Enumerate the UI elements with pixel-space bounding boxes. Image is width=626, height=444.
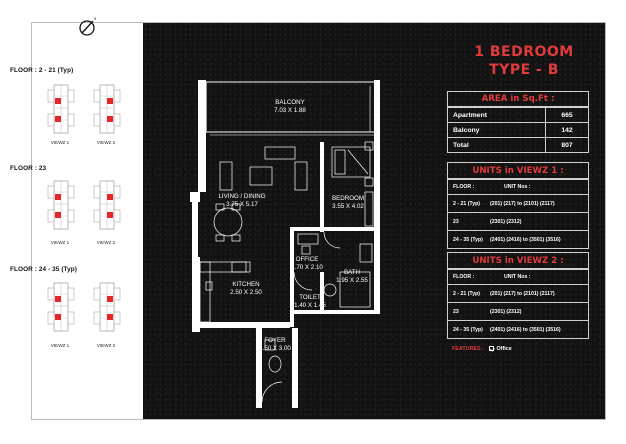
- viewz2-head-row: [448, 269, 588, 284]
- area-table: [447, 107, 589, 153]
- area-row-balcony: [448, 122, 588, 137]
- key-plan-viewz2-floor-23: [92, 180, 122, 230]
- viewz1-head-row: [448, 179, 588, 194]
- feature-item: [489, 346, 511, 352]
- room-living-name: LIVING / DINING: [218, 193, 266, 200]
- table-row: [448, 194, 588, 212]
- room-kitchen-name: KITCHEN: [232, 281, 260, 288]
- room-balcony-dims: 7.03 X 1.88: [274, 107, 306, 114]
- room-office-dims: 1.70 X 2.10: [291, 264, 323, 271]
- room-office-name: OFFICE: [295, 256, 319, 263]
- room-living-dims: 3.75 X 5.17: [226, 201, 258, 208]
- room-balcony-name: BALCONY: [275, 99, 305, 106]
- units-cell: (2401) (2416) to (3501) (3516): [490, 326, 561, 333]
- col-floor: FLOOR :: [453, 274, 475, 280]
- units-cell: (201) (217) to (2101) (2117): [490, 200, 555, 207]
- unit-title: 1 BEDROOM: [474, 44, 574, 60]
- floor-cell: 23: [453, 218, 459, 225]
- col-floor: FLOOR :: [453, 184, 475, 190]
- area-value: 665: [561, 111, 573, 119]
- table-row: [448, 284, 588, 302]
- floor-cell: 24 - 35 (Typ): [453, 236, 483, 243]
- caption-viewz2-floor-24-35: VIEWZ 2: [96, 343, 116, 348]
- room-foyer-dims: 1.50 X 3.00: [259, 345, 291, 352]
- features: [452, 346, 512, 352]
- units-cell: (2301) (2312): [490, 308, 522, 315]
- key-plan-viewz1-floor-2-21: [46, 84, 76, 134]
- table-row: [448, 212, 588, 230]
- north-compass-icon: [77, 16, 99, 38]
- room-bedroom-dims: 3.55 X 4.02: [332, 203, 364, 210]
- area-value: 142: [561, 126, 573, 134]
- room-toilet-name: TOILET: [299, 294, 321, 301]
- area-value: 807: [561, 141, 573, 149]
- svg-text:*: *: [94, 18, 97, 24]
- floor-cell: 2 - 21 (Typ): [453, 200, 480, 207]
- unit-type: TYPE - B: [489, 62, 559, 78]
- area-row-total: [448, 137, 588, 152]
- area-row-apartment: [448, 107, 588, 122]
- key-plan-viewz1-floor-24-35: [46, 282, 76, 332]
- feature-office: Office: [496, 346, 512, 352]
- floor-cell: 24 - 35 (Typ): [453, 326, 483, 333]
- floor-label-2-21: FLOOR : 2 - 21 (Typ): [10, 67, 74, 74]
- caption-viewz1-floor-2-21: VIEWZ 1: [50, 140, 70, 145]
- units-cell: (2401) (2416) to (3501) (3516): [490, 236, 561, 243]
- room-bedroom-name: BEDROOM: [332, 195, 364, 202]
- area-label: Balcony: [448, 123, 546, 137]
- room-toilet-dims: 1.40 X 1.45: [294, 302, 326, 309]
- floor-cell: 23: [453, 308, 459, 315]
- viewz1-table: [447, 179, 589, 249]
- checkbox-icon: [489, 346, 494, 351]
- room-foyer-name: FOYER: [264, 337, 286, 344]
- col-units: UNIT Nos :: [504, 274, 531, 280]
- col-units: UNIT Nos :: [504, 184, 531, 190]
- viewz1-header: UNITS in VIEWZ 1 :: [447, 162, 589, 179]
- table-row: [448, 302, 588, 320]
- key-plan-viewz2-floor-24-35: [92, 282, 122, 332]
- units-cell: (201) (217) to (2101) (2117): [490, 290, 555, 297]
- room-bath-dims: 1.95 X 2.55: [336, 277, 368, 284]
- viewz2-table: [447, 269, 589, 339]
- table-row: [448, 320, 588, 338]
- key-plan-viewz1-floor-23: [46, 180, 76, 230]
- room-kitchen-dims: 2.50 X 2.50: [230, 289, 262, 296]
- floor-cell: 2 - 21 (Typ): [453, 290, 480, 297]
- area-header: AREA in Sq.Ft :: [447, 91, 589, 107]
- room-bath-name: BATH: [343, 269, 361, 276]
- caption-viewz1-floor-24-35: VIEWZ 1: [50, 343, 70, 348]
- table-row: [448, 230, 588, 248]
- caption-viewz2-floor-23: VIEWZ 2: [96, 240, 116, 245]
- area-label: Total: [448, 138, 546, 152]
- features-label: FEATURES :: [452, 346, 484, 352]
- viewz2-header: UNITS in VIEWZ 2 :: [447, 252, 589, 269]
- floor-plan-drawing: [170, 72, 400, 417]
- floor-label-24-35: FLOOR : 24 - 35 (Typ): [10, 266, 77, 273]
- caption-viewz2-floor-2-21: VIEWZ 2: [96, 140, 116, 145]
- area-label: Apartment: [448, 108, 546, 122]
- caption-viewz1-floor-23: VIEWZ 1: [50, 240, 70, 245]
- units-cell: (2301) (2312): [490, 218, 522, 225]
- floor-label-23: FLOOR : 23: [10, 165, 47, 172]
- key-plan-viewz2-floor-2-21: [92, 84, 122, 134]
